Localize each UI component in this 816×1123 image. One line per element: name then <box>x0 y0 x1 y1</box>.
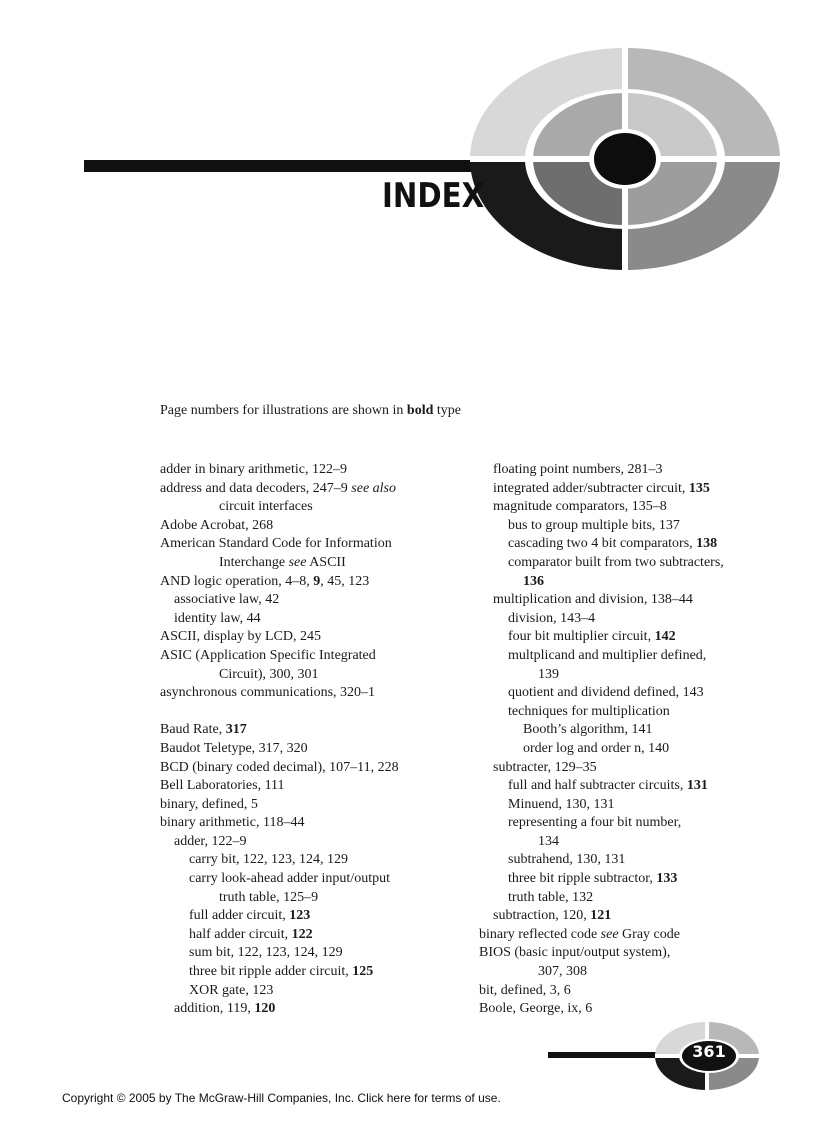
entry-text: Bell Laboratories, 111 <box>160 778 285 794</box>
illustration-page-ref: 135 <box>688 480 710 496</box>
index-entry <box>160 480 470 499</box>
illustration-page-ref: 131 <box>686 778 708 794</box>
index-entry <box>160 684 470 703</box>
entry-text: BIOS (basic input/output system), <box>479 945 671 961</box>
entry-text: magnitude comparators, 135–8 <box>493 499 667 515</box>
entry-text: four bit multiplier circuit, <box>508 629 655 645</box>
entry-text: BCD (binary coded decimal), 107–11, 228 <box>160 759 399 775</box>
index-entry <box>160 628 470 647</box>
illustration-page-ref: 122 <box>291 926 313 942</box>
index-entry <box>160 944 470 963</box>
index-entry <box>160 461 470 480</box>
entry-text: 134 <box>538 833 559 849</box>
entry-text: truth table, 132 <box>508 889 594 905</box>
entry-text: address and data decoders, 247–9 <box>160 480 352 496</box>
entry-text: ASCII, display by LCD, 245 <box>160 629 321 645</box>
page-number: 361 <box>692 1042 726 1061</box>
entry-text: integrated adder/subtracter circuit, <box>493 480 689 496</box>
index-entry <box>479 1000 779 1019</box>
entry-text: representing a four bit number, <box>508 815 682 831</box>
entry-text: bus to group multiple bits, 137 <box>508 517 680 533</box>
cross-reference: see <box>600 926 619 942</box>
index-entry <box>160 647 470 666</box>
entry-text: 139 <box>538 666 559 682</box>
index-entry <box>160 610 470 629</box>
index-entry <box>479 944 779 963</box>
entry-text: Gray code <box>618 926 680 942</box>
index-entry <box>160 517 470 536</box>
entry-text: binary, defined, 5 <box>160 796 258 812</box>
index-entry <box>479 461 779 480</box>
illustration-page-ref: 138 <box>696 536 718 552</box>
index-entry <box>479 554 779 573</box>
index-entry <box>160 833 470 852</box>
entry-text: binary arithmetic, 118–44 <box>160 815 305 831</box>
cross-reference: see also <box>351 480 396 496</box>
entry-text: three bit ripple adder circuit, <box>189 964 353 980</box>
entry-text: Interchange <box>219 554 289 570</box>
entry-text: carry look-ahead adder input/output <box>189 871 390 887</box>
illustration-page-ref: 125 <box>352 964 374 980</box>
index-entry <box>479 851 779 870</box>
illustration-page-ref: 121 <box>590 908 612 924</box>
index-entry <box>160 498 470 517</box>
index-entry <box>479 926 779 945</box>
index-entry <box>479 666 779 685</box>
index-entry <box>479 647 779 666</box>
entry-text: Boole, George, ix, 6 <box>479 1001 593 1017</box>
entry-text: three bit ripple subtractor, <box>508 871 657 887</box>
index-entry <box>160 759 470 778</box>
index-entry <box>160 907 470 926</box>
index-entry <box>160 591 470 610</box>
entry-text: identity law, 44 <box>174 610 261 626</box>
index-entry <box>160 740 470 759</box>
index-entry <box>160 554 470 573</box>
entry-text: cascading two 4 bit comparators, <box>508 536 697 552</box>
entry-text: floating point numbers, 281–3 <box>493 462 663 477</box>
index-entry <box>160 666 470 685</box>
entry-text: multplicand and multiplier defined, <box>508 647 707 663</box>
entry-text: Minuend, 130, 131 <box>508 796 615 812</box>
entry-text: sum bit, 122, 123, 124, 129 <box>189 945 343 961</box>
index-entry <box>479 777 779 796</box>
entry-text: half adder circuit, <box>189 926 292 942</box>
index-entry <box>160 963 470 982</box>
illustration-page-ref: 317 <box>225 722 247 738</box>
entry-text: adder in binary arithmetic, 122–9 <box>160 462 347 477</box>
entry-text: Circuit), 300, 301 <box>219 666 319 682</box>
index-entry <box>479 907 779 926</box>
entry-text: binary reflected code <box>479 926 601 942</box>
entry-text: truth table, 125–9 <box>219 889 319 905</box>
page-title: INDEX <box>382 176 485 216</box>
index-entry <box>160 926 470 945</box>
index-entry <box>479 684 779 703</box>
index-entry <box>160 573 470 592</box>
index-entry <box>479 889 779 908</box>
entry-text: division, 143–4 <box>508 610 596 626</box>
note-prefix: Page numbers for illustrations are shown in <box>160 403 407 418</box>
illustration-page-ref: 9 <box>313 573 321 589</box>
index-entry <box>160 777 470 796</box>
entry-text: quotient and dividend defined, 143 <box>508 685 704 701</box>
entry-text: order log and order n, 140 <box>523 740 670 756</box>
entry-text: Booth’s algorithm, 141 <box>523 722 653 738</box>
index-entry <box>479 833 779 852</box>
entry-text: ASCII <box>306 554 346 570</box>
index-entry <box>160 535 470 554</box>
entry-text: comparator built from two subtracters, <box>508 554 724 570</box>
entry-text: 307, 308 <box>538 964 587 980</box>
illustration-page-ref: 133 <box>656 871 678 887</box>
note-suffix: type <box>433 403 461 418</box>
entry-text: subtrahend, 130, 131 <box>508 852 626 868</box>
entry-text: asynchronous communications, 320–1 <box>160 685 376 701</box>
entry-text: Baud Rate, <box>160 722 226 738</box>
entry-text: subtracter, 129–35 <box>493 759 597 775</box>
illustration-page-ref: 123 <box>289 908 311 924</box>
entry-text: carry bit, 122, 123, 124, 129 <box>189 852 349 868</box>
cross-reference: see <box>288 554 307 570</box>
entry-text: AND logic operation, 4–8, <box>160 573 314 589</box>
entry-spacer <box>160 703 470 722</box>
index-entry <box>479 721 779 740</box>
index-entry <box>160 721 470 740</box>
index-entry <box>160 796 470 815</box>
entry-text: adder, 122–9 <box>174 833 247 849</box>
index-entry <box>479 759 779 778</box>
entry-text: addition, 119, <box>174 1001 255 1017</box>
index-entry <box>479 796 779 815</box>
entry-text: , 45, 123 <box>320 573 370 589</box>
index-note <box>160 403 461 419</box>
index-entry <box>160 870 470 889</box>
index-entry <box>479 480 779 499</box>
entry-text: Baudot Teletype, 317, 320 <box>160 740 308 756</box>
index-entry <box>479 740 779 759</box>
index-entry <box>479 703 779 722</box>
index-entry <box>479 498 779 517</box>
index-entry <box>160 982 470 1001</box>
index-column-left <box>160 461 470 1019</box>
index-entry <box>160 851 470 870</box>
copyright-notice[interactable]: Copyright © 2005 by The McGraw-Hill Companies, Inc. Click here for terms of use. <box>62 1091 501 1105</box>
illustration-page-ref: 142 <box>654 629 676 645</box>
entry-text: Adobe Acrobat, 268 <box>160 517 274 533</box>
index-entry <box>479 814 779 833</box>
entry-text: circuit interfaces <box>219 499 313 515</box>
index-entry <box>479 628 779 647</box>
entry-text: XOR gate, 123 <box>189 982 274 998</box>
entry-text: bit, defined, 3, 6 <box>479 982 571 998</box>
index-entry <box>479 610 779 629</box>
entry-text: multiplication and division, 138–44 <box>493 592 693 608</box>
index-entry <box>479 535 779 554</box>
index-column-right <box>479 461 779 1019</box>
index-entry <box>479 517 779 536</box>
index-entry <box>479 591 779 610</box>
entry-text: full and half subtracter circuits, <box>508 778 687 794</box>
entry-text: techniques for multiplication <box>508 703 670 719</box>
index-entry <box>160 1000 470 1019</box>
index-entry <box>160 889 470 908</box>
index-entry <box>160 814 470 833</box>
note-bold-word: bold <box>406 403 434 418</box>
illustration-page-ref: 136 <box>523 573 544 589</box>
index-entry <box>479 573 779 592</box>
illustration-page-ref: 120 <box>254 1001 276 1017</box>
entry-text: ASIC (Application Specific Integrated <box>160 647 376 663</box>
index-entry <box>479 982 779 1001</box>
entry-text: associative law, 42 <box>174 592 280 608</box>
entry-text: American Standard Code for Information <box>160 536 392 552</box>
index-entry <box>479 963 779 982</box>
entry-text: full adder circuit, <box>189 908 290 924</box>
target-emblem-icon <box>470 48 780 270</box>
index-entry <box>479 870 779 889</box>
entry-text: subtraction, 120, <box>493 908 591 924</box>
